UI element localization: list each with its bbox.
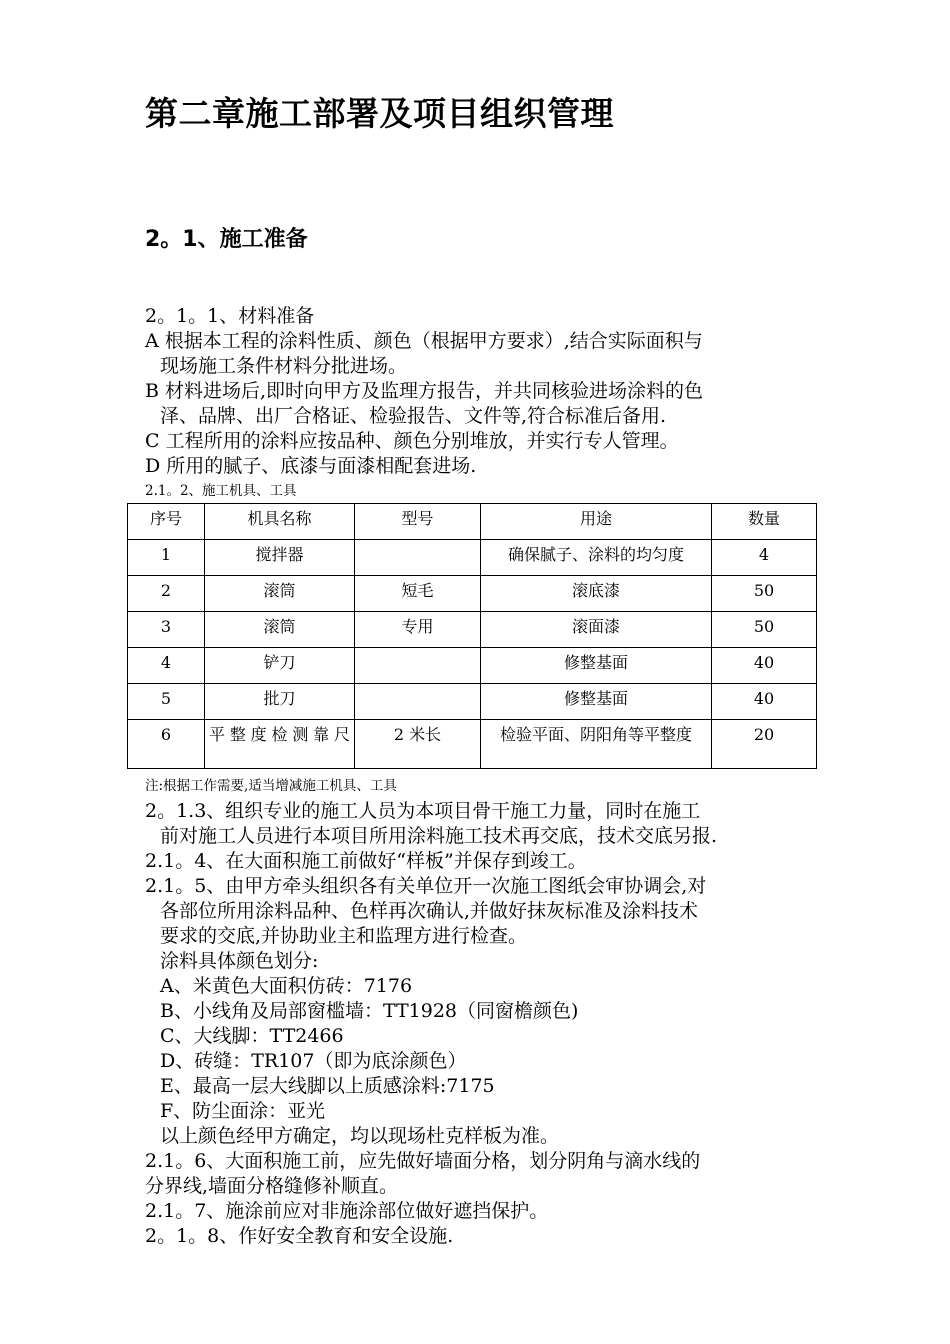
table-cell: 铲刀 [205, 648, 355, 684]
table-row [128, 576, 817, 612]
paragraph-line: 各部位所用涂料品种、色样再次确认,并做好抹灰标准及涂料技术 [160, 900, 699, 922]
table-cell: 滚面漆 [481, 612, 712, 648]
materials-block [145, 304, 825, 479]
header-cell: 序号 [128, 504, 205, 540]
table-cell [355, 648, 481, 684]
table-caption: 2.1。2、施工机具、工具 [145, 483, 297, 499]
paragraph-line: 前对施工人员进行本项目所用涂料施工技术再交底，技术交底另报. [160, 825, 718, 847]
color-list-item: B、小线角及局部窗槛墙：TT1928（同窗檐颜色) [160, 1000, 579, 1022]
paragraph-line: C 工程所用的涂料应按品种、颜色分别堆放，并实行专人管理。 [145, 430, 679, 452]
table-cell: 5 [128, 684, 205, 720]
table-cell: 6 [128, 720, 205, 769]
table-cell: 2 [128, 576, 205, 612]
paragraph-line: 2.1。7、施涂前应对非施涂部位做好遮挡保护。 [145, 1200, 549, 1222]
table-cell: 50 [712, 612, 817, 648]
paragraph-line: 要求的交底,并协助业主和监理方进行检查。 [160, 925, 528, 947]
chapter-title: 第二章施工部署及项目组织管理 [145, 94, 614, 133]
table-cell: 50 [712, 576, 817, 612]
table-cell: 3 [128, 612, 205, 648]
table-cell: 滚筒 [205, 576, 355, 612]
table-row [128, 540, 817, 576]
table-cell: 搅拌器 [205, 540, 355, 576]
tools-table [127, 503, 817, 769]
table-row [128, 648, 817, 684]
header-cell: 机具名称 [205, 504, 355, 540]
table-cell: 短毛 [355, 576, 481, 612]
color-list-item: A、米黄色大面积仿砖：7176 [160, 975, 413, 997]
table-row [128, 684, 817, 720]
paragraph-line: 2.1。4、在大面积施工前做好“样板”并保存到竣工。 [145, 850, 587, 872]
table-cell: 20 [712, 720, 817, 769]
color-list-item: D、砖缝：TR107（即为底涂颜色） [160, 1050, 467, 1072]
table-cell: 4 [128, 648, 205, 684]
table-cell: 批刀 [205, 684, 355, 720]
table-cell: 滚底漆 [481, 576, 712, 612]
paragraph-line: 2.1。6、大面积施工前，应先做好墙面分格，划分阴角与滴水线的 [145, 1150, 701, 1172]
color-list-heading: 涂料具体颜色划分: [160, 950, 319, 972]
header-cell: 用途 [481, 504, 712, 540]
subsection-heading: 2。1。1、材料准备 [145, 305, 315, 327]
paragraph-line: 现场施工条件材料分批进场。 [160, 355, 408, 377]
table-cell: 2 米长 [355, 720, 481, 769]
header-cell: 型号 [355, 504, 481, 540]
paragraph-line: D 所用的腻子、底漆与面漆相配套进场. [145, 455, 477, 477]
paragraph-line: 以上颜色经甲方确定，均以现场杜克样板为准。 [160, 1125, 560, 1147]
table-cell: 1 [128, 540, 205, 576]
table-header-row [128, 504, 817, 540]
table-cell: 滚筒 [205, 612, 355, 648]
table-cell: 确保腻子、涂料的均匀度 [481, 540, 712, 576]
table-row [128, 612, 817, 648]
color-list-item: E、最高一层大线脚以上质感涂料:7175 [160, 1075, 495, 1097]
paragraph-line: 分界线,墙面分格缝修补顺直。 [145, 1175, 399, 1197]
paragraph-line: 2。1。8、作好安全教育和安全设施. [145, 1225, 454, 1247]
table-cell: 40 [712, 684, 817, 720]
table-note: 注:根据工作需要,适当增减施工机具、工具 [145, 778, 397, 794]
table-cell: 专用 [355, 612, 481, 648]
table-cell: 检验平面、阴阳角等平整度 [481, 720, 712, 769]
table-cell: 4 [712, 540, 817, 576]
paragraph-line: B 材料进场后,即时向甲方及监理方报告，并共同核验进场涂料的色 [145, 380, 704, 402]
paragraph-line: A 根据本工程的涂料性质、颜色（根据甲方要求）,结合实际面积与 [145, 330, 703, 352]
color-list-item: C、大线脚：TT2466 [160, 1025, 344, 1047]
table-cell [355, 684, 481, 720]
preparation-block [145, 799, 825, 1249]
paragraph-line: 2。1.3、组织专业的施工人员为本项目骨干施工力量，同时在施工 [145, 800, 701, 822]
paragraph-line: 泽、品牌、出厂合格证、检验报告、文件等,符合标准后备用. [160, 405, 667, 427]
header-cell: 数量 [712, 504, 817, 540]
color-list-item: F、防尘面涂：亚光 [160, 1100, 326, 1122]
table-cell: 40 [712, 648, 817, 684]
table-cell [355, 540, 481, 576]
table-cell: 修整基面 [481, 684, 712, 720]
section-heading: 2。1、施工准备 [145, 227, 308, 252]
paragraph-line: 2.1。5、由甲方牵头组织各有关单位开一次施工图纸会审协调会,对 [145, 875, 707, 897]
table-cell: 平整度检测靠尺 [205, 720, 355, 769]
table-row [128, 720, 817, 769]
table-cell: 修整基面 [481, 648, 712, 684]
